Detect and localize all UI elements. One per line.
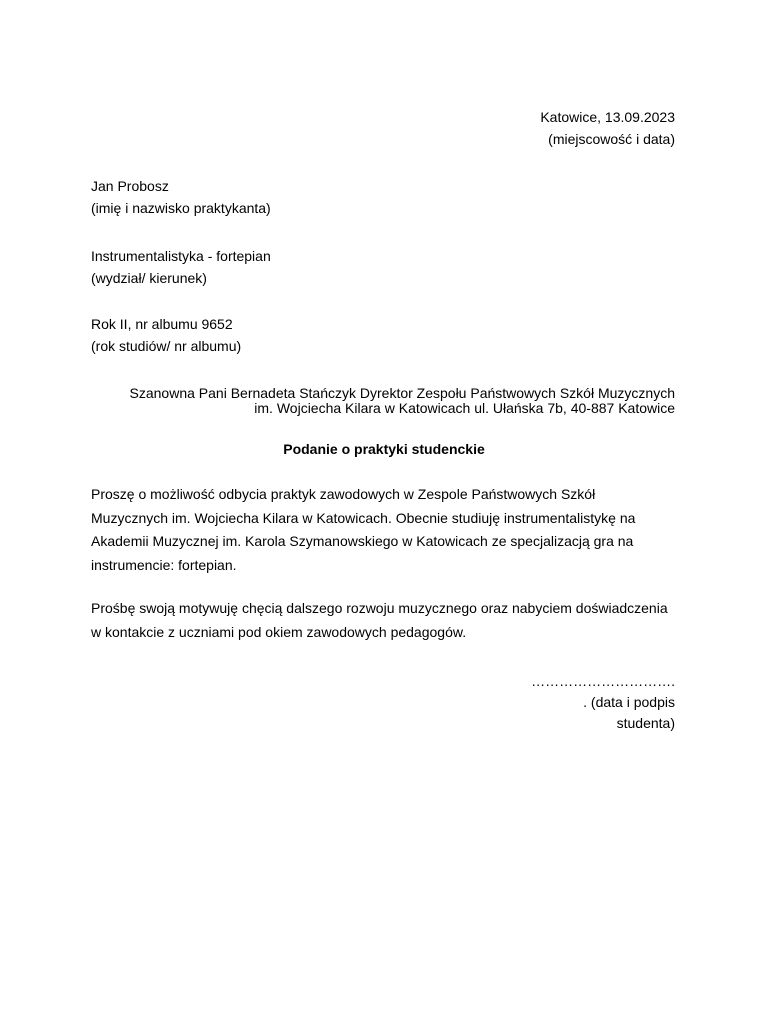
paragraph-line: Akademii Muzycznej im. Karola Szymanowskiego w Katowicach ze specjalizacją gra na xyxy=(91,533,634,549)
signature-dots: …………………………. xyxy=(531,673,675,689)
paragraph-line: Muzycznych im. Wojciecha Kilara w Katowicach. Obecnie studiuję instrumentalistykę na xyxy=(91,509,636,526)
body-paragraph-1 xyxy=(91,483,681,577)
addressee-line: Szanowna Pani Bernadeta Stańczyk Dyrektor Zespołu Państwowych Szkół Muzycznych xyxy=(129,385,675,401)
addressee-block xyxy=(130,386,675,416)
sender-year: Rok II, nr albumu 9652 xyxy=(91,316,233,332)
sender-name: Jan Probosz xyxy=(91,178,169,194)
place-date: Katowice, 13.09.2023 xyxy=(540,109,675,125)
paragraph-line: Prośbę swoją motywuję chęcią dalszego rozwoju muzycznego oraz nabyciem doświadczenia xyxy=(91,600,668,616)
sender-year-caption: (rok studiów/ nr albumu) xyxy=(91,338,242,354)
signature-block xyxy=(531,671,675,734)
place-date-caption: (miejscowość i data) xyxy=(548,131,675,147)
paragraph-line: instrumencie: fortepian. xyxy=(91,556,237,573)
sender-name-caption: (imię i nazwisko praktykanta) xyxy=(91,200,271,216)
body-paragraph-2 xyxy=(91,597,681,644)
document-title: Podanie o praktyki studenckie xyxy=(283,441,485,457)
paragraph-line: Proszę o możliwość odbycia praktyk zawodowych w Zespole Państwowych Szkół xyxy=(91,486,596,502)
sender-faculty-caption: (wydział/ kierunek) xyxy=(91,270,207,286)
addressee-line: im. Wojciecha Kilara w Katowicach ul. Ułańska 7b, 40-887 Katowice xyxy=(254,400,675,416)
signature-caption-line-1: . (data i podpis xyxy=(583,694,675,710)
paragraph-line: w kontakcie z uczniami pod okiem zawodowych pedagogów. xyxy=(91,623,467,640)
sender-faculty: Instrumentalistyka - fortepian xyxy=(91,248,271,264)
signature-caption-line-2: studenta) xyxy=(616,715,675,731)
